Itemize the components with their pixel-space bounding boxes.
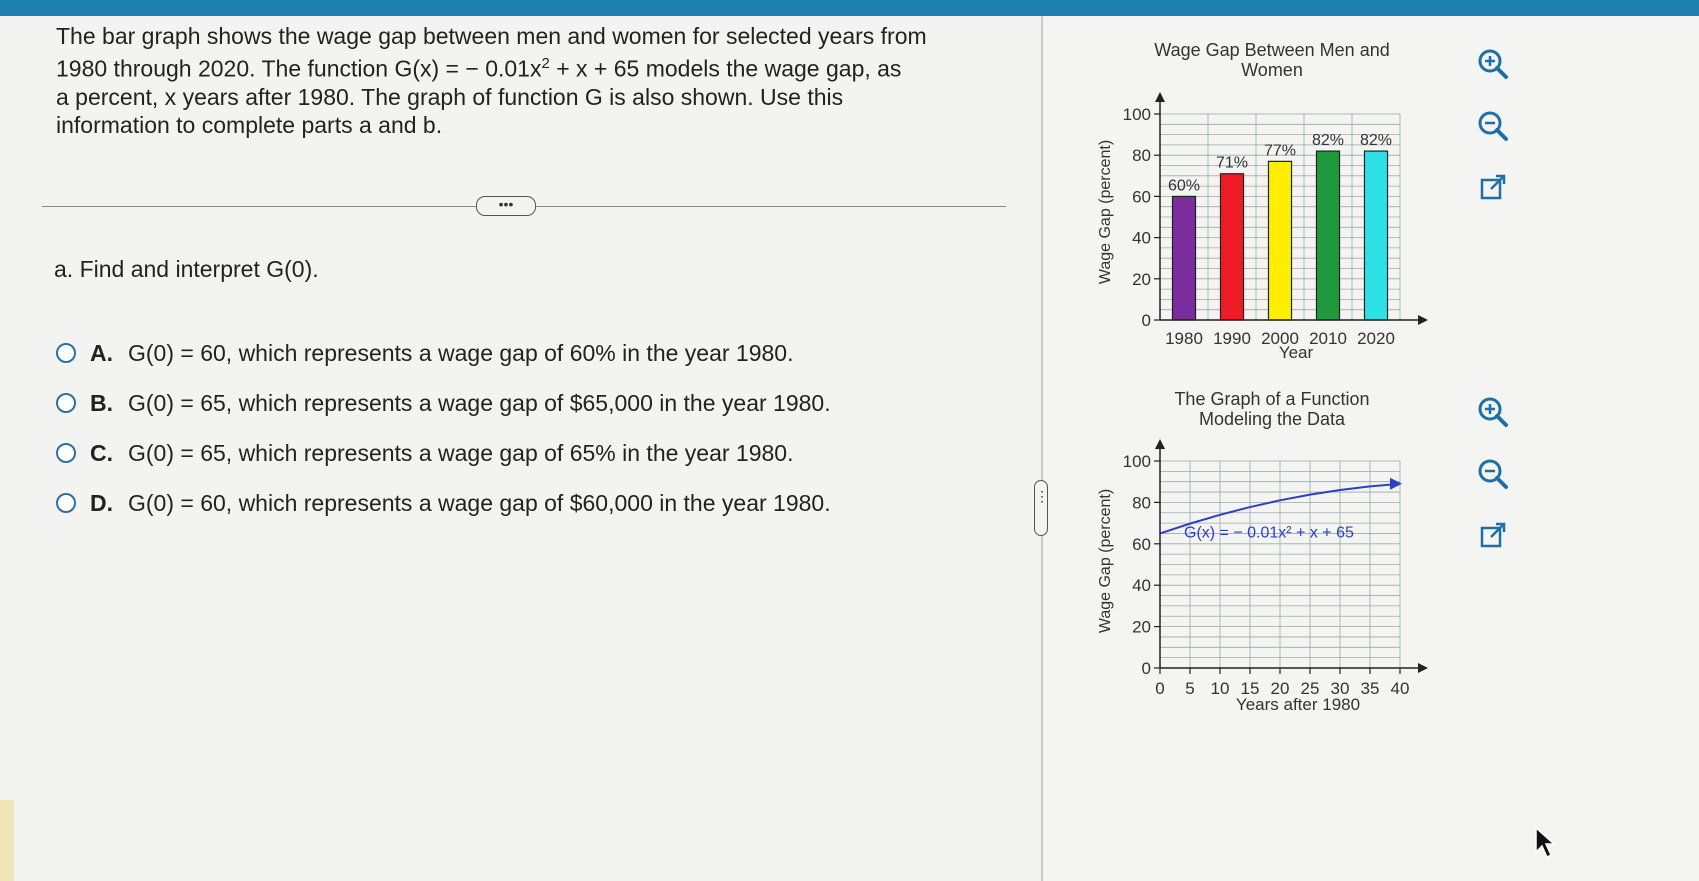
function-chart-y-label: Wage Gap (percent) — [1097, 488, 1114, 634]
left-edge-strip — [0, 800, 14, 881]
bar-data-label: 82% — [1311, 132, 1345, 150]
open-external-icon[interactable] — [1473, 168, 1513, 208]
bar-1990 — [1220, 174, 1243, 320]
option-letter: A. — [90, 339, 113, 366]
function-chart-axes — [1123, 439, 1428, 698]
y-tick-label: 60 — [1132, 187, 1151, 207]
bar-2000 — [1268, 161, 1291, 320]
radio-option-b[interactable] — [56, 393, 76, 413]
bar-chart-title-line-2: Women — [1241, 60, 1303, 80]
option-letter: B. — [90, 389, 113, 416]
x-tick-label: 40 — [1390, 679, 1410, 698]
x-tick-label: 1980 — [1165, 329, 1203, 348]
x-tick-label: 5 — [1185, 679, 1195, 698]
option-text: G(0) = 60, which represents a wage gap of 60% in the year 1980. — [128, 339, 794, 366]
mouse-cursor-icon — [1534, 826, 1558, 865]
open-external-icon[interactable] — [1473, 516, 1513, 556]
x-tick-label: 10 — [1210, 679, 1230, 698]
y-tick-label: 80 — [1132, 146, 1151, 166]
pane-resize-handle[interactable]: ⋮ — [1034, 480, 1048, 536]
function-label: G(x) = − 0.01x² + x + 65 — [1184, 524, 1354, 542]
radio-option-c[interactable] — [56, 443, 76, 463]
option-d[interactable] — [56, 478, 831, 528]
expand-more-button[interactable]: ••• — [476, 196, 536, 216]
function-chart-title-line-1: The Graph of a Function — [1174, 389, 1370, 409]
answer-options — [56, 328, 831, 528]
bar-2010 — [1316, 151, 1339, 320]
x-tick-label: 30 — [1330, 679, 1350, 698]
x-tick-label: 20 — [1270, 679, 1290, 698]
y-tick-label: 0 — [1141, 311, 1151, 330]
x-tick-label: 15 — [1240, 679, 1260, 698]
y-tick-label: 20 — [1132, 617, 1151, 637]
bar-data-label: 60% — [1167, 177, 1201, 195]
question-line-2-end: + x + 65 models the wage gap, as — [549, 55, 902, 82]
option-letter: D. — [90, 489, 113, 516]
question-line-4: information to complete parts a and b. — [56, 111, 443, 138]
question-line-2-start: 1980 through 2020. The function G(x) = − 0.01x — [56, 55, 542, 82]
function-chart-curve — [1160, 478, 1402, 542]
question-line-3: a percent, x years after 1980. The graph of function G is also shown. Use this — [56, 83, 844, 110]
question-line-1: The bar graph shows the wage gap between men and women for selected years from — [56, 23, 927, 49]
y-tick-label: 60 — [1132, 534, 1151, 554]
bar-chart-bars — [1168, 132, 1392, 320]
x-tick-label: 1990 — [1213, 329, 1251, 348]
x-tick-label: 25 — [1300, 679, 1320, 698]
option-c[interactable] — [56, 428, 831, 478]
radio-option-d[interactable] — [56, 493, 76, 513]
option-text: G(0) = 65, which represents a wage gap of 65% in the year 1980. — [128, 439, 794, 466]
x-axis-arrow — [1418, 663, 1428, 673]
bar-chart-title-line-1: Wage Gap Between Men and — [1154, 40, 1390, 60]
x-tick-label: 0 — [1155, 679, 1165, 698]
bar-data-label: 71% — [1215, 154, 1249, 172]
zoom-out-icon[interactable] — [1473, 454, 1513, 494]
x-tick-label: 2010 — [1309, 329, 1347, 348]
bar-chart-y-label: Wage Gap (percent) — [1097, 139, 1114, 285]
option-letter: C. — [90, 439, 113, 466]
y-tick-label: 0 — [1141, 659, 1151, 678]
function-chart-title-line-2: Modeling the Data — [1198, 409, 1346, 429]
exponent: 2 — [541, 55, 550, 72]
bar-chart — [1080, 36, 1480, 376]
x-tick-label: 2020 — [1357, 329, 1395, 348]
bar-2020 — [1364, 151, 1387, 320]
function-chart — [1080, 385, 1480, 725]
y-tick-label: 20 — [1132, 269, 1151, 289]
y-axis-arrow — [1155, 439, 1165, 449]
option-b[interactable] — [56, 378, 831, 428]
part-a-prompt: a. Find and interpret G(0). — [54, 256, 319, 282]
question-text — [56, 22, 976, 139]
top-bar — [0, 0, 1699, 16]
question-line-2 — [56, 50, 976, 83]
radio-option-a[interactable] — [56, 343, 76, 363]
y-tick-label: 100 — [1122, 452, 1151, 471]
bar-1980 — [1172, 196, 1195, 320]
option-text: G(0) = 65, which represents a wage gap of $65,000 in the year 1980. — [128, 389, 831, 416]
y-tick-label: 40 — [1132, 576, 1151, 596]
y-tick-label: 40 — [1132, 228, 1151, 248]
zoom-in-icon[interactable] — [1473, 392, 1513, 432]
function-chart-grid — [1160, 461, 1400, 668]
x-axis-arrow — [1418, 315, 1428, 325]
bar-chart-x-label: Year — [1278, 343, 1314, 362]
option-text: G(0) = 60, which represents a wage gap of $60,000 in the year 1980. — [128, 489, 831, 516]
bar-data-label: 82% — [1359, 132, 1393, 150]
x-tick-label: 35 — [1360, 679, 1380, 698]
y-axis-arrow — [1155, 92, 1165, 102]
zoom-in-icon[interactable] — [1473, 44, 1513, 84]
option-a[interactable] — [56, 328, 831, 378]
x-tick-label: 2000 — [1261, 329, 1299, 348]
zoom-out-icon[interactable] — [1473, 106, 1513, 146]
bar-data-label: 77% — [1263, 142, 1297, 160]
function-chart-x-label: Years after 1980 — [1235, 695, 1361, 714]
y-tick-label: 80 — [1132, 493, 1151, 513]
y-tick-label: 100 — [1122, 105, 1151, 124]
